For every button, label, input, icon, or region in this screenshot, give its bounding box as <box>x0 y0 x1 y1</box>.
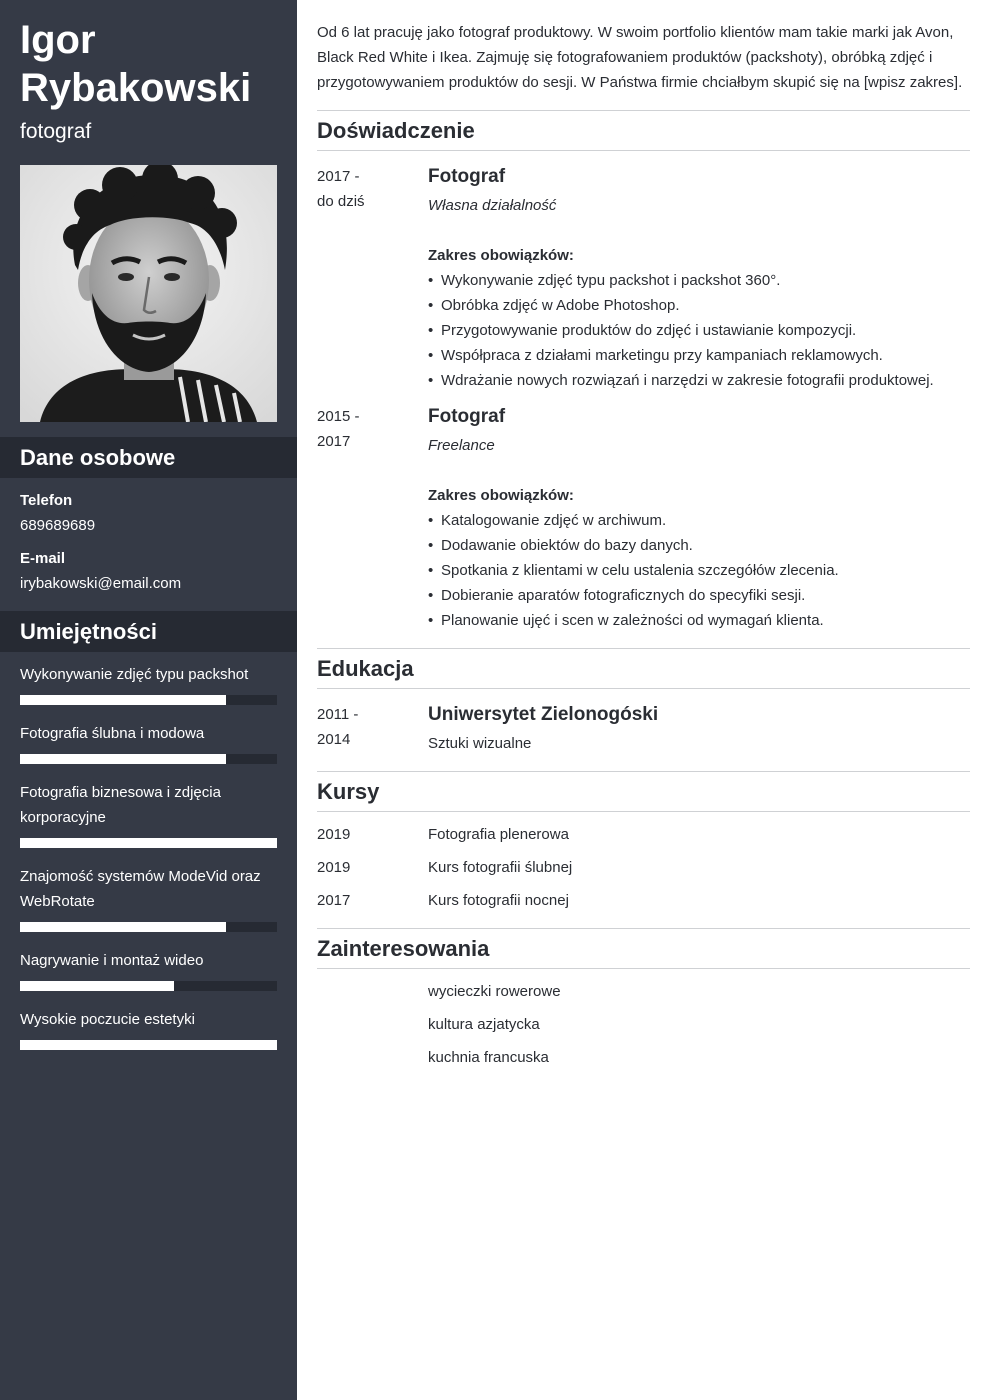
field-of-study: Sztuki wizualne <box>428 735 532 752</box>
duties-label: Zakres obowiązków: <box>428 247 574 264</box>
profile-photo <box>20 165 277 422</box>
skill-name: Fotografia ślubna i modowa <box>20 725 205 742</box>
course-name: Kurs fotografii ślubnej <box>428 859 573 876</box>
job-date-to: do dziś <box>317 193 365 210</box>
list-item: • Obróbka zdjęć w Adobe Photoshop. <box>428 293 968 318</box>
duties-list <box>428 508 968 633</box>
interest-item: wycieczki rowerowe <box>428 983 561 1000</box>
courses-heading: Kursy <box>317 771 970 812</box>
course-name: Kurs fotografii nocnej <box>428 892 569 909</box>
skill-name: Wysokie poczucie estetyki <box>20 1011 195 1028</box>
job-company: Własna działalność <box>428 197 557 214</box>
phone-value: 689689689 <box>20 517 96 534</box>
interest-item: kuchnia francuska <box>428 1049 549 1066</box>
skill-name: Nagrywanie i montaż wideo <box>20 952 204 969</box>
interests-heading: Zainteresowania <box>317 928 970 969</box>
list-item: • Dobieranie aparatów fotograficznych do specyfiki sesji. <box>428 583 968 608</box>
education-date-from: 2011 - <box>317 706 359 723</box>
skill-level-fill <box>20 838 277 848</box>
skill-name: Wykonywanie zdjęć typu packshot <box>20 666 249 683</box>
school-name: Uniwersytet Zielonogóski <box>428 704 659 725</box>
job-date-to: 2017 <box>317 433 351 450</box>
skill-level-fill <box>20 1040 277 1050</box>
job-date-from: 2015 - <box>317 408 360 425</box>
skill-name: Fotografia biznesowa i zdjęcia korporacyjne <box>20 784 221 826</box>
phone-label: Telefon <box>20 492 73 509</box>
skill-level-fill <box>20 695 226 705</box>
skill-level-bar <box>20 1040 277 1050</box>
skill-level-fill <box>20 754 226 764</box>
job-date-from: 2017 - <box>317 168 360 185</box>
course-year: 2017 <box>317 892 351 909</box>
education-date-to: 2014 <box>317 731 351 748</box>
job-title: Fotograf <box>428 406 506 427</box>
education-heading: Edukacja <box>317 648 970 689</box>
job-title: Fotograf <box>428 166 506 187</box>
course-year: 2019 <box>317 859 351 876</box>
course-year: 2019 <box>317 826 351 843</box>
candidate-name: Igor Rybakowski <box>20 18 252 110</box>
interest-item: kultura azjatycka <box>428 1016 540 1033</box>
personal-data-heading: Dane osobowe <box>0 437 297 478</box>
skill-level-bar <box>20 754 277 764</box>
skill-name: Znajomość systemów ModeVid oraz WebRotate <box>20 868 261 910</box>
duties-label: Zakres obowiązków: <box>428 487 574 504</box>
skill-level-bar <box>20 838 277 848</box>
skill-level-fill <box>20 922 226 932</box>
portrait-photo-icon <box>20 165 277 422</box>
job-title: fotograf <box>20 120 92 143</box>
list-item: • Współpraca z działami marketingu przy kampaniach reklamowych. <box>428 343 968 368</box>
skill-level-bar <box>20 922 277 932</box>
skills-heading: Umiejętności <box>0 611 297 652</box>
sidebar <box>0 0 297 1400</box>
list-item: • Katalogowanie zdjęć w archiwum. <box>428 508 968 533</box>
email-value: irybakowski@email.com <box>20 575 182 592</box>
profile-summary: Od 6 lat pracuję jako fotograf produktowy. W swoim portfolio klientów mam takie marki jak Avon, Black Red White i Ikea. Zajmuję się fotografowaniem produktów (packshoty), obróbką zdjęć i przygotowywaniem produktów do sesji. W Państwa firmie chciałbym skupić się na [wpisz zakres]. <box>317 24 963 91</box>
email-label: E-mail <box>20 550 66 567</box>
course-name: Fotografia plenerowa <box>428 826 569 843</box>
job-company: Freelance <box>428 437 495 454</box>
list-item: • Przygotowywanie produktów do zdjęć i ustawianie kompozycji. <box>428 318 968 343</box>
list-item: • Wdrażanie nowych rozwiązań i narzędzi w zakresie fotografii produktowej. <box>428 368 968 393</box>
skill-level-bar <box>20 981 277 991</box>
list-item: • Spotkania z klientami w celu ustalenia szczegółów zlecenia. <box>428 558 968 583</box>
experience-heading: Doświadczenie <box>317 110 970 151</box>
skill-level-fill <box>20 981 174 991</box>
duties-list <box>428 268 968 393</box>
list-item: • Dodawanie obiektów do bazy danych. <box>428 533 968 558</box>
list-item: • Planowanie ujęć i scen w zależności od wymagań klienta. <box>428 608 968 633</box>
skill-level-bar <box>20 695 277 705</box>
list-item: • Wykonywanie zdjęć typu packshot i packshot 360°. <box>428 268 968 293</box>
